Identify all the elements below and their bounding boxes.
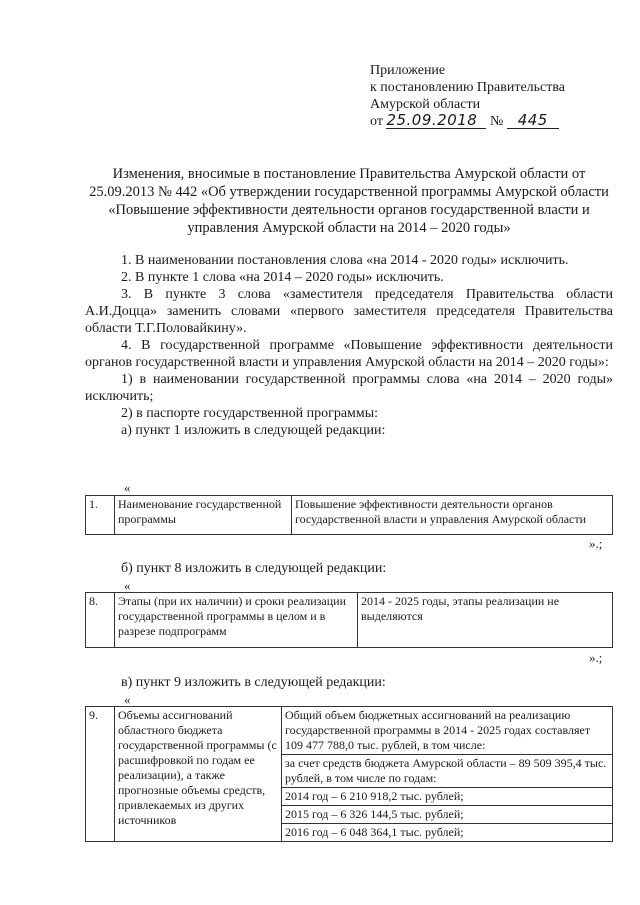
table-3-line-2: за счет средств бюджета Амурской области – 89 509 395,4 тыс. рублей, в том числе по годам: — [282, 755, 612, 788]
quote-close-1: ».; — [589, 536, 603, 551]
table-3-num: 9. — [86, 707, 115, 842]
appendix-line-3: Амурской области — [370, 97, 481, 112]
item-4-2-a: а) пункт 1 изложить в следующей редакции: — [121, 423, 386, 438]
quote-open-3: « — [124, 692, 131, 707]
table-3-line-3: 2014 год – 6 210 918,2 тыс. рублей; — [282, 788, 612, 806]
item-4-2-c: в) пункт 9 изложить в следующей редакции: — [121, 675, 386, 690]
item-1: 1. В наименовании постановления слова «на 2014 - 2020 годы» исключить. — [121, 253, 569, 268]
appendix-line-2: к постановлению Правительства — [370, 80, 566, 95]
appendix-date-line — [370, 113, 565, 130]
date-prefix: от — [370, 114, 383, 129]
item-3: 3. В пункте 3 слова «заместителя председателя Правительства области А.И.Доцца» заменить словами «первого заместителя председателя Правительства области Т.Г.Половайкину». — [85, 287, 613, 336]
table-item-9 — [85, 706, 613, 842]
quote-close-2: ».; — [589, 650, 603, 665]
table-3-line-4: 2015 год – 6 326 144,5 тыс. рублей; — [282, 806, 612, 824]
table-3-value — [282, 707, 613, 842]
table-item-1 — [85, 495, 613, 535]
table-1-value: Повышение эффективности деятельности органов государственной власти и управления Амурской области — [292, 496, 613, 535]
table-3-label: Объемы ассигнований областного бюджета государственной программы (с расшифровкой по годам ее реализации), а также прогнозные объемы средств, привлекаемых из других источников — [115, 707, 282, 842]
item-4-1: 1) в наименовании государственной программы слова «на 2014 – 2020 годы» исключить; — [85, 372, 613, 404]
item-4-2-b: б) пункт 8 изложить в следующей редакции: — [121, 561, 387, 576]
table-item-8 — [85, 592, 613, 648]
appendix-line-1: Приложение — [370, 63, 446, 78]
handwritten-number: 445 — [507, 113, 559, 129]
changes-list — [85, 252, 613, 439]
table-3-line-1: Общий объем бюджетных ассигнований на реализацию государственной программы в 2014 - 2025 годах составляет 109 477 788,0 тыс. рублей, в том числе: — [282, 707, 612, 755]
item-4: 4. В государственной программе «Повышение эффективности деятельности органов государственной власти и управления Амурской области на 2014 – 2020 годы»: — [85, 338, 613, 370]
document-title: Изменения, вносимые в постановление Правительства Амурской области от 25.09.2013 № 442 «Об утверждении государственной программы Амурской области «Повышение эффективности деятельности органов государственной власти и управления Амурской области на 2014 – 2020 годы» — [89, 166, 609, 236]
quote-open-2: « — [124, 578, 131, 593]
table-2-value: 2014 - 2025 годы, этапы реализации не выделяются — [358, 593, 613, 648]
quote-open-1: « — [124, 480, 131, 495]
table-3-line-5: 2016 год – 6 048 364,1 тыс. рублей; — [285, 825, 464, 839]
table-2-label: Этапы (при их наличии) и сроки реализации государственной программы в целом и в разрезе подпрограмм — [115, 593, 358, 648]
item-4-2: 2) в паспорте государственной программы: — [121, 406, 379, 421]
appendix-header — [370, 62, 565, 130]
table-2-num: 8. — [86, 593, 115, 648]
item-2: 2. В пункте 1 слова «на 2014 – 2020 годы» исключить. — [121, 270, 444, 285]
number-prefix: № — [489, 114, 504, 129]
table-1-num: 1. — [86, 496, 115, 535]
table-1-label: Наименование государственной программы — [115, 496, 292, 535]
handwritten-date: 25.09.2018 — [386, 113, 486, 129]
